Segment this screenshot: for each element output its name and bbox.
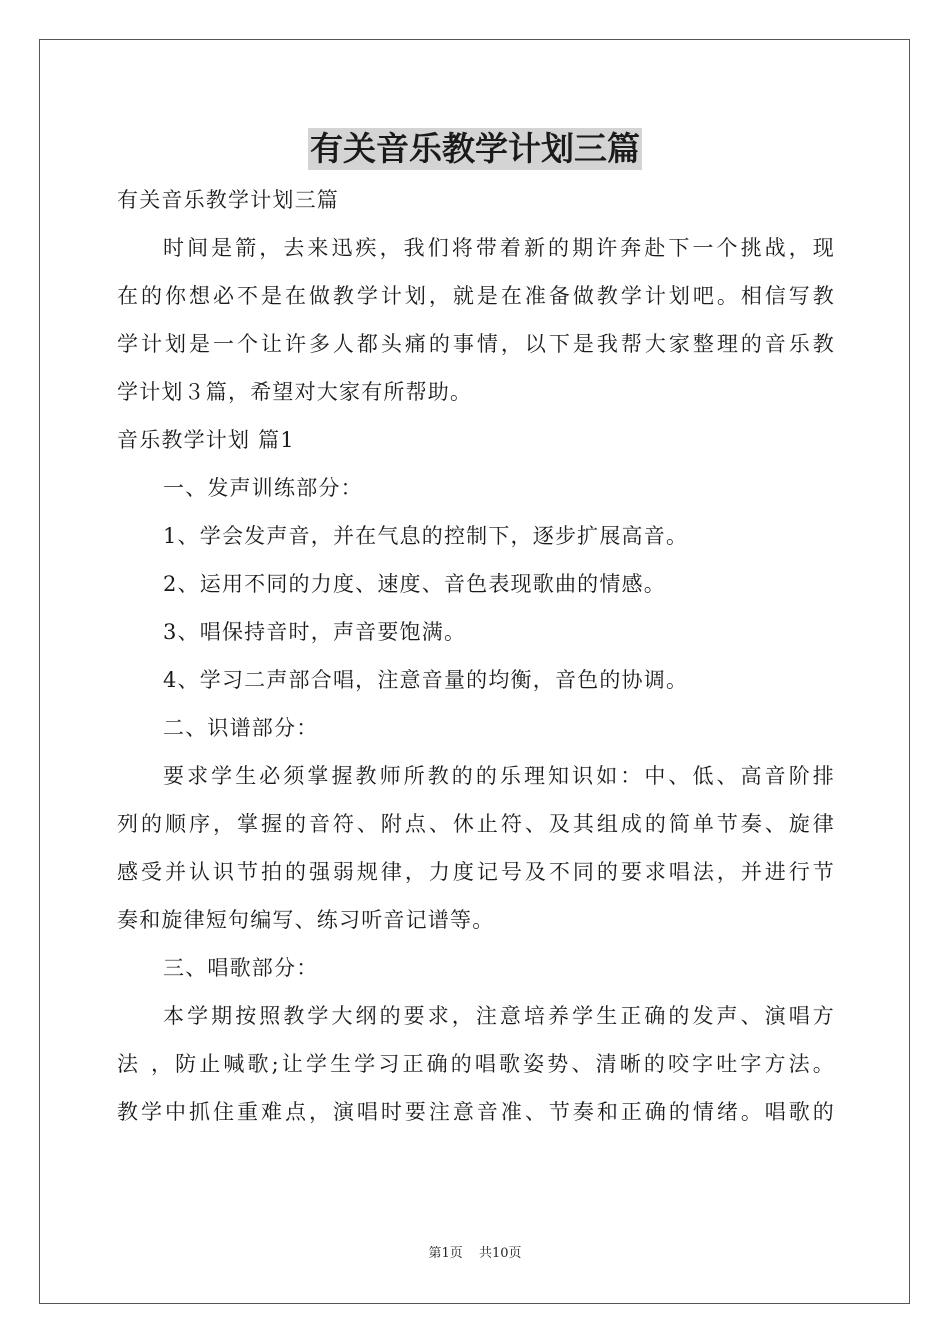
document-title: 有关音乐教学计划三篇 <box>310 129 640 168</box>
text-line: 学计划３篇，希望对大家有所帮助。 <box>117 380 473 404</box>
text-line: 奏和旋律短句编写、练习听音记谱等。 <box>117 908 495 932</box>
title-container <box>0 128 950 170</box>
page-footer <box>0 1242 950 1261</box>
text-line: 三、唱歌部分： <box>163 956 319 980</box>
text-line: 1、学会发声音，并在气息的控制下，逐步扩展高音。 <box>163 524 689 548</box>
text-line: 在的你想必不是在做教学计划，就是在准备做教学计划吧。相信写教 <box>117 284 835 308</box>
text-line: 一、发声训练部分： <box>163 476 363 500</box>
text-line: 列的顺序，掌握的音符、附点、休止符、及其组成的简单节奏、旋律 <box>117 812 835 836</box>
text-line: 4、学习二声部合唱，注意音量的均衡，音色的协调。 <box>163 668 689 692</box>
text-line: 2、运用不同的力度、速度、音色表现歌曲的情感。 <box>163 572 666 596</box>
text-line: 学计划是一个让许多人都头痛的事情，以下是我帮大家整理的音乐教 <box>117 332 835 356</box>
text-line: 二、识谱部分： <box>163 716 319 740</box>
page-number: 第1页 <box>428 1246 463 1261</box>
text-line: 法 ，防止喊歌;让学生学习正确的唱歌姿势、清晰的咬字吐字方法。 <box>117 1052 835 1076</box>
text-line: 教学中抓住重难点，演唱时要注意音准、节奏和正确的情绪。唱歌的 <box>117 1100 835 1124</box>
text-line: 3、唱保持音时，声音要饱满。 <box>163 620 467 644</box>
text-line: 本学期按照教学大纲的要求，注意培养学生正确的发声、演唱方 <box>163 1004 835 1028</box>
text-line: 时间是箭，去来迅疾，我们将带着新的期许奔赴下一个挑战，现 <box>163 236 835 260</box>
text-line: 要求学生必须掌握教师所教的的乐理知识如：中、低、高音阶排 <box>163 764 835 788</box>
page-total: 共10页 <box>478 1246 522 1261</box>
text-line: 感受并认识节拍的强弱规律，力度记号及不同的要求唱法，并进行节 <box>117 860 835 884</box>
text-line: 音乐教学计划 篇1 <box>117 428 295 452</box>
document-body <box>117 180 835 1140</box>
text-line: 有关音乐教学计划三篇 <box>117 188 339 212</box>
